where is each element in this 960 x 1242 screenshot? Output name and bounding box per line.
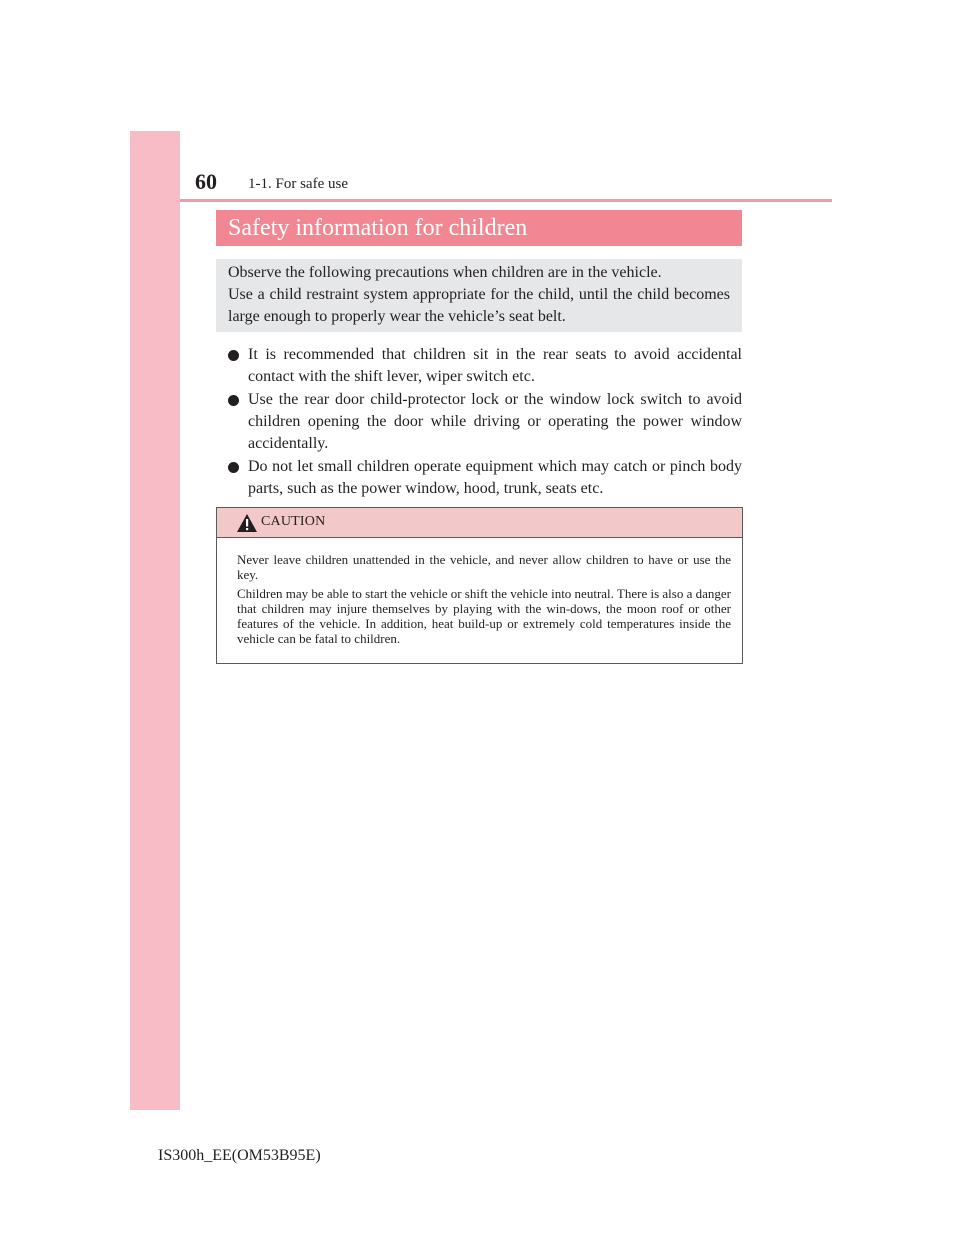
bullet-icon xyxy=(228,395,239,406)
caution-body xyxy=(217,538,742,646)
header-divider xyxy=(180,199,832,202)
bullet-icon xyxy=(228,350,239,361)
list-item xyxy=(228,456,742,500)
page-number: 60 xyxy=(195,169,217,194)
side-tab-strip xyxy=(130,131,180,1110)
list-item-text: Use the rear door child-protector lock or the window lock switch to avoid children opening the door while driving or operating the power window accidentally. xyxy=(248,391,742,452)
section-label: 1-1. For safe use xyxy=(248,176,348,192)
caution-header xyxy=(217,508,742,538)
intro-line: Observe the following precautions when children are in the vehicle. xyxy=(228,264,662,281)
warning-triangle-icon xyxy=(236,513,258,533)
caution-label: CAUTION xyxy=(261,514,326,529)
document-code: IS300h_EE(OM53B95E) xyxy=(158,1147,321,1164)
bullet-icon xyxy=(228,462,239,473)
caution-box xyxy=(216,507,743,664)
intro-box xyxy=(216,259,742,332)
intro-line: Use a child restraint system appropriate for the child, until the child becomes large enough to properly wear the vehicle’s seat belt. xyxy=(228,286,730,325)
list-item-text: It is recommended that children sit in the rear seats to avoid accidental contact with the shift lever, wiper switch etc. xyxy=(248,346,742,385)
section-title: Safety information for children xyxy=(216,210,742,246)
list-item-text: Do not let small children operate equipment which may catch or pinch body parts, such as the power window, hood, trunk, seats etc. xyxy=(248,458,742,497)
caution-paragraph: Children may be able to start the vehicle or shift the vehicle into neutral. There is also a danger that children may injure themselves by playing with the win-dows, the moon roof or other features of the vehicle. In addition, heat build-up or extremely cold temperatures inside the vehicle can be fatal to children. xyxy=(237,586,731,646)
list-item xyxy=(228,389,742,455)
list-item xyxy=(228,344,742,388)
caution-paragraph: Never leave children unattended in the vehicle, and never allow children to have or use the key. xyxy=(237,552,731,582)
precaution-list xyxy=(228,344,742,501)
